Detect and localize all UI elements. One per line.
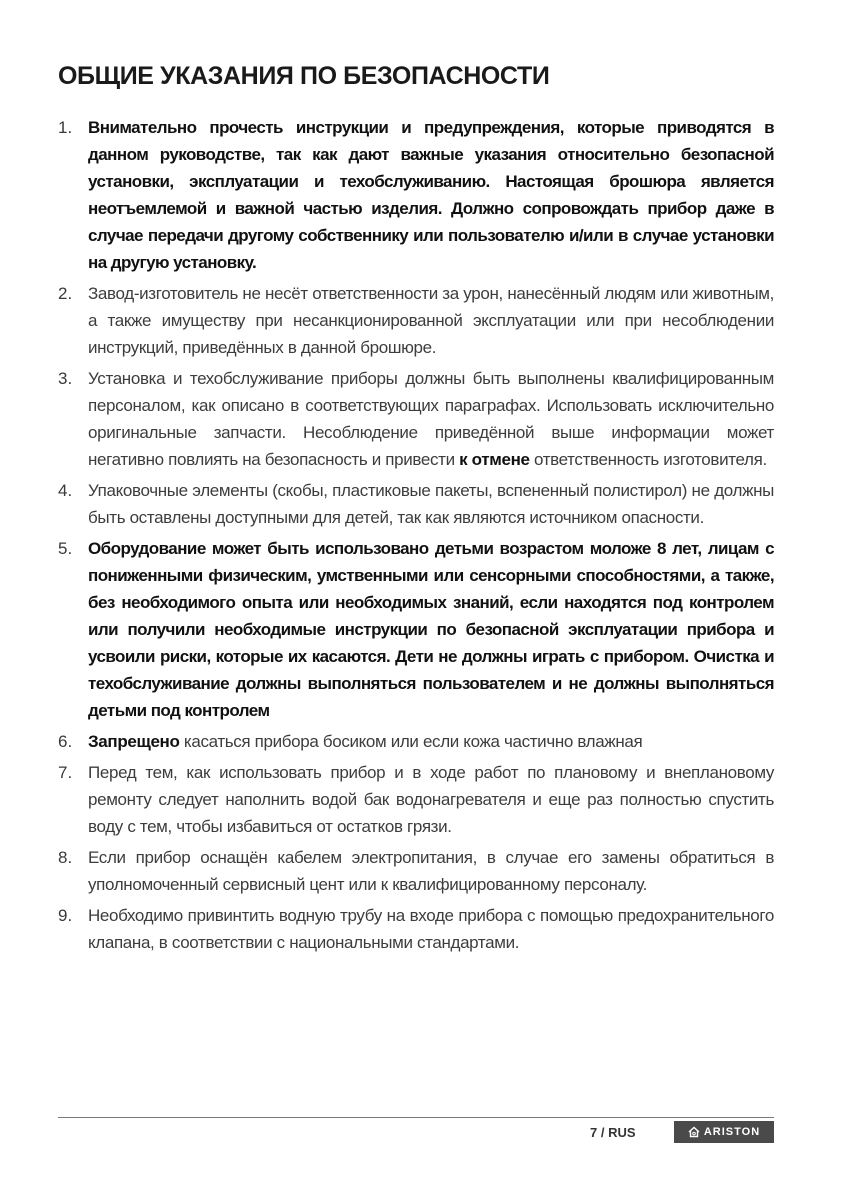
list-item (58, 365, 774, 473)
item-text: Если прибор оснащён кабелем электропитания, в случае его замены обратиться в уполномоченный сервисный цент или к квалифицированному персоналу. (88, 848, 774, 894)
item-text-part: ответственность изготовителя. (529, 450, 767, 469)
list-item (58, 902, 774, 956)
item-number: 3. (58, 369, 73, 388)
brand-badge (674, 1121, 774, 1143)
item-text: Перед тем, как использовать прибор и в ходе работ по плановому и внеплановому ремонту следует наполнить водой бак водонагревателя и еще раз полностью спустить воду с тем, чтобы избавиться от остатков грязи. (88, 763, 774, 836)
item-text: Внимательно прочесть инструкции и предупреждения, которые приводятся в данном руководстве, так как дают важные указания относительно безопасной установки, эксплуатации и техобслуживанию. Настоящая брошюра является неотъемлемой и важной частью изделия. Должно сопровождать прибор даже в случае передачи другому собственнику или пользователю и/или в случае установки на другую установку. (88, 118, 774, 272)
item-number: 9. (58, 906, 73, 925)
list-item (58, 535, 774, 724)
item-number: 8. (58, 848, 73, 867)
item-text-part: Установка и техобслуживание приборы должны быть выполнены квалифицированным персоналом, как описано в соответствующих параграфах. Использовать исключительно оригинальные запчасти. Несоблюдение приведённой выше информации может негативно повлиять на безопасность и привести (88, 369, 774, 469)
footer-divider (58, 1117, 774, 1118)
item-text: Необходимо привинтить водную трубу на входе прибора с помощью предохранительного клапана, в соответствии с национальными стандартами. (88, 906, 774, 952)
list-item (58, 114, 774, 276)
brand-name: ARISTON (703, 1126, 761, 1138)
item-text-part: касаться прибора босиком или если кожа частично влажная (179, 732, 643, 751)
item-text: Оборудование может быть использовано детьми возрастом моложе 8 лет, лицам с пониженными физическим, умственными или сенсорными способностями, а также, без необходимого опыта или необходимых знаний, если находятся под контролем или получили необходимые инструкции по безопасной эксплуатации прибора и усвоили риски, которые их касаются. Дети не должны играть с прибором. Очистка и техобслуживание должны выполняться пользователем и не должны выполняться детьми под контролем (88, 539, 774, 720)
item-number: 2. (58, 284, 73, 303)
item-text (88, 365, 774, 473)
list-item (58, 844, 774, 898)
item-number: 5. (58, 539, 73, 558)
list-item (58, 477, 774, 531)
list-item (58, 728, 774, 755)
item-number: 4. (58, 481, 73, 500)
page-number: 7 / RUS (590, 1125, 636, 1140)
page-title: ОБЩИЕ УКАЗАНИЯ ПО БЕЗОПАСНОСТИ (58, 62, 550, 90)
safety-list (58, 114, 774, 960)
item-number: 7. (58, 763, 73, 782)
item-text (88, 728, 774, 755)
item-text: Упаковочные элементы (скобы, пластиковые пакеты, вспененный полистирол) не должны быть оставлены доступными для детей, так как являются источником опасности. (88, 481, 774, 527)
house-icon (688, 1126, 700, 1138)
item-text-emphasis: к отмене (459, 450, 530, 469)
item-text-emphasis: Запрещено (88, 732, 180, 751)
list-item (58, 759, 774, 840)
item-text: Завод-изготовитель не несёт ответственности за урон, нанесённый людям или животным, а также имуществу при несанкционированной эксплуатации или при несоблюдении инструкций, приведённых в данной брошюре. (88, 284, 774, 357)
item-number: 6. (58, 732, 73, 751)
item-number: 1. (58, 118, 73, 137)
list-item (58, 280, 774, 361)
